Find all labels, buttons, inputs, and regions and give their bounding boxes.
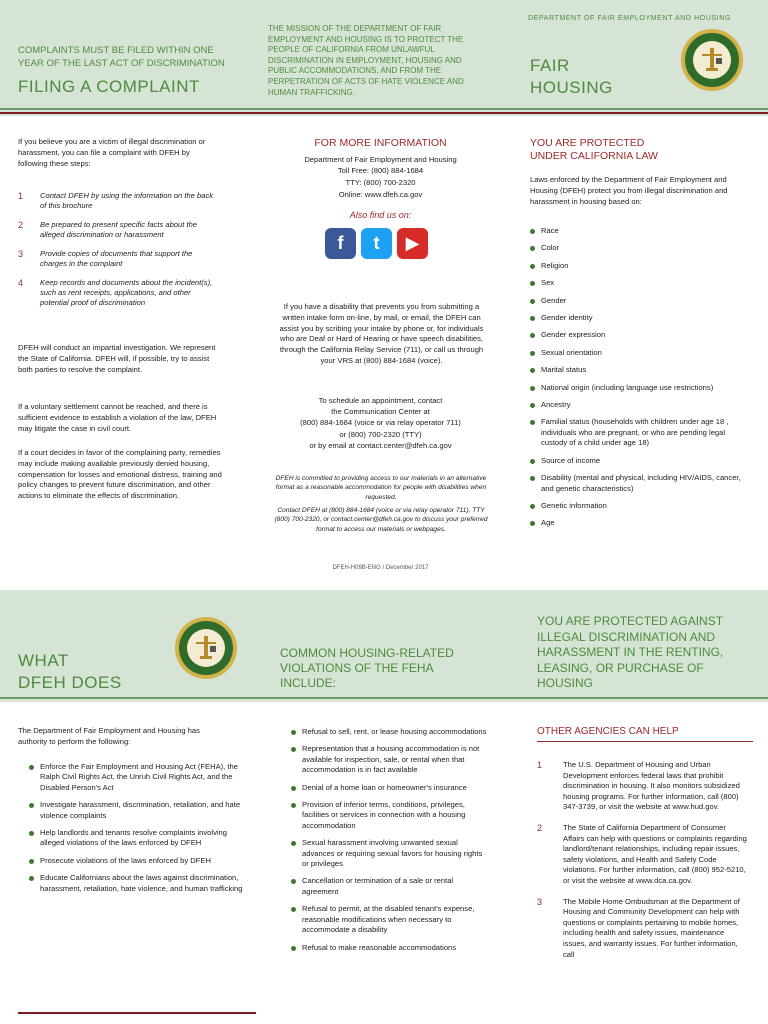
list-item: Disability (mental and physical, including HIV/AIDS, cancer, and genetic characteristics) (527, 473, 753, 494)
list-item: Sexual harassment involving unwanted sexual advances or requiring sexual favors for housing rights or privileges (288, 838, 488, 869)
accessibility-contact: Contact DFEH at (800) 884-1684 (voice or via relay operator 711), TTY (800) 700-2320, or contact.center@dfeh.ca.gov to discuss your preferred format to access our materials or webpages. (274, 507, 488, 533)
top-band-rule-red (0, 112, 768, 114)
list-item: Genetic information (527, 501, 753, 511)
list-item: Cancellation or termination of a sale or rental agreement (288, 876, 488, 897)
filing-step: 1 Contact DFEH by using the information on the back of this brochure (18, 191, 214, 210)
list-item: Representation that a housing accommodation is not available for inspection, sale, or rental when that accommodation is in fact available (288, 744, 488, 775)
filing-intro: If you believe you are a victim of illegal discrimination or harassment, you can file a complaint with DFEH by following these steps: (18, 137, 206, 168)
appointment-line-3: (800) 884-1684 (voice or via relay operator 711) (300, 418, 461, 427)
other-agencies-list (537, 760, 747, 970)
dfeh-authority-list (26, 762, 244, 901)
filing-complaint-title: FILING A COMPLAINT (18, 77, 200, 96)
list-item: Gender (527, 296, 753, 306)
also-find-us: Also find us on: (349, 210, 412, 220)
social-icons (325, 228, 428, 259)
contact-tty: TTY: (800) 700-2320 (345, 178, 416, 187)
twitter-icon[interactable]: t (361, 228, 392, 259)
filing-step: 2 Be prepared to present specific facts about the alleged discrimination or harassment (18, 220, 198, 239)
violations-list (288, 727, 488, 960)
list-item: Color (527, 243, 753, 253)
mission-statement: THE MISSION OF THE DEPARTMENT OF FAIR EMPLOYMENT AND HOUSING IS TO PROTECT THE PEOPLE OF CALIFORNIA FROM UNLAWFUL DISCRIMINATION IN EMPLOYMENT, HOUSING AND PUBLIC ACCOMMODATIONS, AND FROM THE PERPETRATION OF ACTS OF HATE VIOLENCE AND HUMAN TRAFFICKING. (268, 24, 464, 97)
appointment-line-4: or (800) 700-2320 (TTY) (339, 430, 422, 439)
appointment-line-1: To schedule an appointment, contact (318, 396, 443, 405)
list-item: Religion (527, 261, 753, 271)
list-item: Refusal to make reasonable accommodations (288, 943, 488, 953)
filing-step: 3 Provide copies of documents that support the charges in the complaint (18, 249, 193, 268)
protected-against-title: YOU ARE PROTECTED AGAINST ILLEGAL DISCRIMINATION AND HARASSMENT IN THE RENTING, LEASING, OR PURCHASE OF HOUSING (537, 614, 724, 691)
contact-tollfree: Toll Free: (800) 884-1684 (337, 166, 424, 175)
contact-online[interactable]: Online: www.dfeh.ca.gov (338, 190, 423, 199)
dfeh-seal-icon (174, 616, 238, 680)
dfeh-seal-icon (680, 28, 744, 92)
what-dfeh-does-title-1: WHAT (18, 651, 69, 670)
filing-steps (18, 191, 218, 317)
protected-heading-2: UNDER CALIFORNIA LAW (530, 150, 658, 162)
mid-band-rule (0, 697, 768, 699)
agency-item: 2 The State of California Department of Consumer Affairs can help with questions or complaints regarding landlord/tenant relationships, including repair issues, safety violations, and Health and Safety Code violations. For further information, call (800) 952-5210, or visit the website at www.dca.ca.gov. (537, 822, 747, 885)
contact-dept: Department of Fair Employment and Housing (304, 155, 457, 164)
accessibility-commitment: DFEH is committed to providing access to our materials in an alternative format as a reasonable accommodation for people with disabilities when requested. (275, 475, 487, 501)
list-item: Source of income (527, 456, 753, 466)
list-item: Marital status (527, 365, 753, 375)
list-item: Gender expression (527, 330, 753, 340)
list-item: Familial status (households with children under age 18 , individuals who are pregnant, or who are pending legal custody of a child under age 18) (527, 417, 753, 448)
disability-paragraph: If you have a disability that prevents you from submitting a written intake form on-line, by mail, or email, the DFEH can assist you by scribing your intake by phone or, for individuals who are Deaf or Hard of Hearing or have speech disabilities, through the California Relay Service (711), or call us through your VRS at (800) 884-1684 (voice). (279, 302, 484, 365)
what-dfeh-does-title-2: DFEH DOES (18, 673, 122, 692)
list-item: Prosecute violations of the laws enforced by DFEH (26, 856, 244, 866)
filing-step: 4 Keep records and documents about the incident(s), such as rent receipts, applications, and other potential proof of discrimination (18, 278, 213, 307)
top-band-rule (0, 108, 768, 110)
list-item: Provision of inferior terms, conditions, privileges, facilities or services in connection with a housing accommodation (288, 800, 488, 831)
fair-housing-title-1: FAIR (530, 56, 570, 75)
panel4-bottom-rule (18, 1012, 256, 1014)
dfeh-authority-intro: The Department of Fair Employment and Housing has authority to perform the following: (18, 726, 200, 746)
dept-line: DEPARTMENT OF FAIR EMPLOYMENT AND HOUSING (528, 15, 731, 22)
list-item: Sexual orientation (527, 348, 753, 358)
appointment-line-2: the Communication Center at (331, 407, 430, 416)
other-agencies-heading: OTHER AGENCIES CAN HELP (537, 726, 679, 737)
list-item: Refusal to permit, at the disabled tenant's expense, reasonable modifications when necessary to accommodate a disability (288, 904, 488, 935)
publication-code: DFEH-H09B-ENG / December 2017 (332, 565, 429, 571)
list-item: Help landlords and tenants resolve complaints involving alleged violations of the laws enforced by DFEH (26, 828, 244, 849)
list-item: Refusal to sell, rent, or lease housing accommodations (288, 727, 488, 737)
fair-housing-title-2: HOUSING (530, 78, 613, 97)
list-item: Age (527, 518, 753, 528)
investigation-paragraph: DFEH will conduct an impartial investigation. We represent the State of California. DFEH will, if possible, try to assist both parties to resolve the complaint. (18, 343, 216, 374)
list-item: Enforce the Fair Employment and Housing Act (FEHA), the Ralph Civil Rights Act, the Unruh Civil Rights Act, and the Disabled Person's Act (26, 762, 244, 793)
protected-intro: Laws enforced by the Department of Fair Employment and Housing (DFEH) protect you from illegal discrimination and harassment in housing based on: (530, 175, 728, 206)
violations-title: COMMON HOUSING-RELATED VIOLATIONS OF THE FEHA INCLUDE: (280, 646, 454, 690)
youtube-icon[interactable]: ▶ (397, 228, 428, 259)
list-item: Race (527, 226, 753, 236)
protected-heading-1: YOU ARE PROTECTED (530, 137, 645, 149)
agency-item: 3 The Mobile Home Ombudsman at the Department of Housing and Community Development can help with questions or complaints pertaining to mobile homes, including health and safety issues, maintenance issues, and warranty issues. For further information, call (537, 896, 740, 959)
filing-deadline-subhead: COMPLAINTS MUST BE FILED WITHIN ONE YEAR OF THE LAST ACT OF DISCRIMINATION (18, 45, 225, 69)
list-item: Ancestry (527, 400, 753, 410)
litigation-paragraph: If a voluntary settlement cannot be reached, and there is sufficient evidence to establish a violation of the law, DFEH may litigate the case in civil court. (18, 402, 217, 433)
list-item: Educate Californians about the laws against discrimination, harassment, retaliation, hate violence, and human trafficking (26, 873, 244, 894)
agency-item: 1 The U.S. Department of Housing and Urban Development enforces federal laws that prohibit discrimination in housing. It also monitors subsidized housing programs. For further information, call (800) 347-3739, or visit the website at www.hud.gov. (537, 760, 740, 812)
appointment-line-5[interactable]: or by email at contact.center@dfeh.ca.gov (309, 441, 452, 450)
list-item: Investigate harassment, discrimination, retaliation, and hate violence complaints (26, 800, 244, 821)
list-item: Gender identity (527, 313, 753, 323)
list-item: Sex (527, 278, 753, 288)
other-agencies-rule (537, 741, 753, 742)
list-item: National origin (including language use restrictions) (527, 383, 753, 393)
list-item: Denial of a home loan or homeowner's insurance (288, 783, 488, 793)
protected-bases-list (527, 226, 753, 536)
facebook-icon[interactable]: f (325, 228, 356, 259)
more-info-heading: FOR MORE INFORMATION (314, 137, 447, 149)
remedies-paragraph: If a court decides in favor of the complaining party, remedies may include making available previously denied housing, compensation for losses and emotional distress, training and policy changes to prevent future discrimination, and other actions to eliminate the effects of discrimination. (18, 448, 222, 501)
